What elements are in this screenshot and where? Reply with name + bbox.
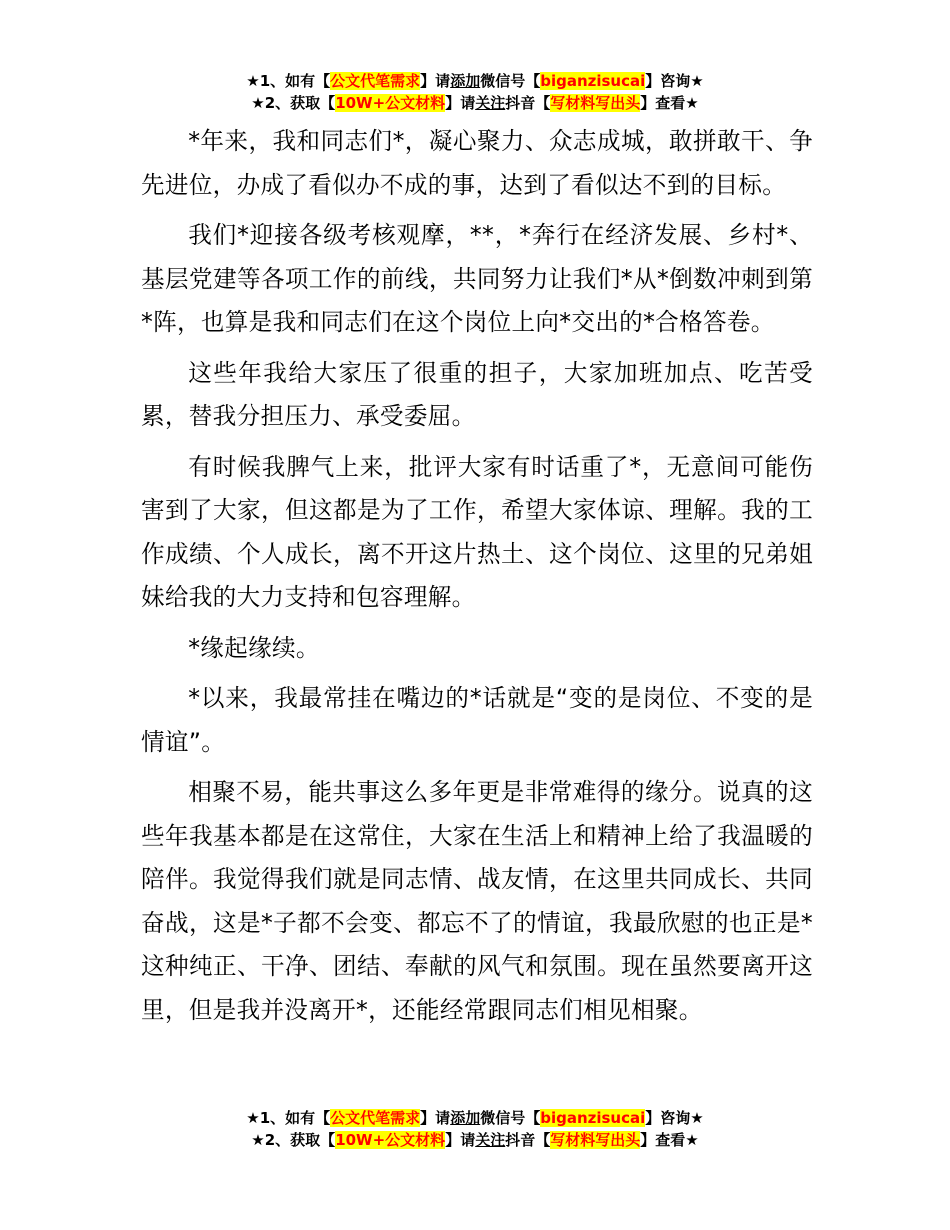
paragraph: 相聚不易，能共事这么多年更是非常难得的缘分。说真的这些年我基本都是在这常住，大家在生活上和精神上给了我温暖的陪伴。我觉得我们就是同志情、战友情，在这里共同成长、共同奋战，这是*子都不会变、都忘不了的情谊，我最欣慰的也正是*这种纯正、干净、团结、奉献的风气和氛围。现在虽然要离开这里，但是我并没离开*，还能经常跟同志们相见相聚。 [141,778,813,1024]
paragraph: *缘起缘续。 [188,633,320,662]
document-body [141,120,813,1039]
footer-text: 】咨询★ [645,1109,704,1127]
footer-highlight: 10W+公文材料 [335,1131,446,1149]
footer-underline: 添加 [450,1109,481,1127]
header-text: 】查看★ [640,94,699,112]
footer-line-1 [0,1107,950,1129]
header-line-1 [0,70,950,92]
paragraph: 我们*迎接各级考核观摩，**，*奔行在经济发展、乡村*、基层党建等各项工作的前线，共同努力让我们*从*倒数冲刺到第*阵，也算是我和同志们在这个岗位上向*交出的*合格答卷。 [141,221,813,336]
footer-text: 抖音【 [505,1131,551,1149]
footer-text: 】请 [445,1131,476,1149]
paragraph: 有时候我脾气上来，批评大家有时话重了*，无意间可能伤害到了大家，但这都是为了工作，希望大家体谅、理解。我的工作成绩、个人成长，离不开这片热土、这个岗位、这里的兄弟姐妹给我的大力支持和包容理解。 [141,452,813,611]
header-text: 微信号【 [480,72,541,90]
footer-highlight: 写材料写出头 [550,1131,641,1149]
header-line-2 [0,92,950,114]
footer-text: 】请 [420,1109,451,1127]
footer-highlight: biganzisucai [540,1109,646,1127]
header-highlight: 写材料写出头 [550,94,641,112]
header-banner [0,70,950,114]
header-highlight: 公文代笔需求 [330,72,421,90]
footer-text: ★2、获取【 [251,1131,336,1149]
footer-line-2 [0,1129,950,1151]
header-text: ★2、获取【 [251,94,336,112]
paragraph: 这些年我给大家压了很重的担子，大家加班加点、吃苦受累，替我分担压力、承受委屈。 [141,358,813,430]
footer-text: ★1、如有【 [246,1109,331,1127]
paragraph: *年来，我和同志们*，凝心聚力、众志成城，敢拼敢干、争先进位，办成了看似办不成的事，达到了看似达不到的目标。 [141,127,813,199]
header-text: 】咨询★ [645,72,704,90]
footer-underline: 关注 [475,1131,506,1149]
footer-banner [0,1107,950,1151]
paragraph: *以来，我最常挂在嘴边的*话就是“变的是岗位、不变的是情谊”。 [141,684,813,756]
footer-highlight: 公文代笔需求 [330,1109,421,1127]
header-highlight: 10W+公文材料 [335,94,446,112]
header-text: 】请 [445,94,476,112]
header-text: 】请 [420,72,451,90]
header-underline: 添加 [450,72,481,90]
footer-text: 】查看★ [640,1131,699,1149]
footer-text: 微信号【 [480,1109,541,1127]
header-highlight: biganzisucai [540,72,646,90]
header-text: 抖音【 [505,94,551,112]
header-text: ★1、如有【 [246,72,331,90]
header-underline: 关注 [475,94,506,112]
